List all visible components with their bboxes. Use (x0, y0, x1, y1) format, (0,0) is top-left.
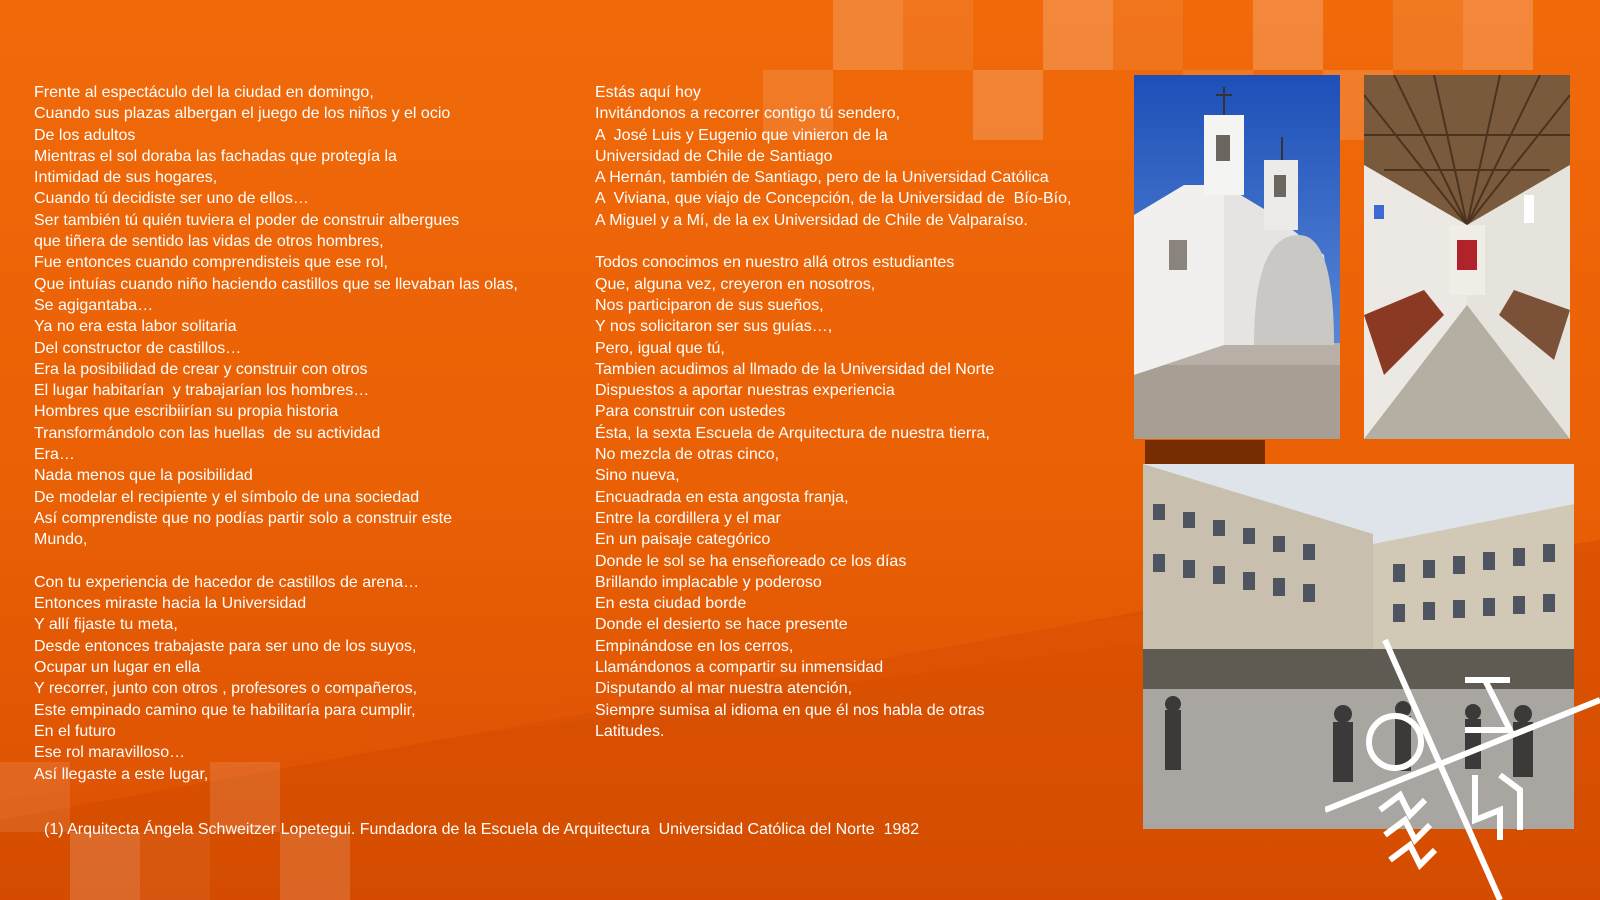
poem-line: Nos participaron de sus sueños, (595, 296, 824, 314)
poem-line: Siempre sumisa al idioma en que él nos habla de otras (595, 701, 985, 719)
poem-left-column (34, 82, 589, 785)
poem-line: Tambien acudimos al llmado de la Universidad del Norte (595, 360, 995, 378)
poem-line: Ocupar un lugar en ella (34, 659, 201, 677)
poem-line: Entonces miraste hacia la Universidad (34, 595, 307, 613)
poem-line: Mundo, (34, 531, 88, 549)
poem-line: Y allí fijaste tu meta, (34, 616, 178, 634)
poem-line: Ser también tú quién tuviera el poder de construir albergues (34, 211, 460, 229)
poem-line: No mezcla de otras cinco, (595, 446, 780, 464)
poem-line: Ésta, la sexta Escuela de Arquitectura de nuestra tierra, (595, 424, 990, 442)
poem-line: Ese rol maravilloso… (34, 744, 186, 762)
poem-line: De los adultos (34, 126, 136, 144)
footnote: (1) Arquitecta Ángela Schweitzer Lopetegui. Fundadora de la Escuela de Arquitectura Universidad Católica del Norte 1982 (44, 821, 920, 838)
poem-line: Sino nueva, (595, 467, 680, 485)
poem-line: Cuando sus plazas albergan el juego de los niños y el ocio (34, 105, 451, 123)
poem-line: Con tu experiencia de hacedor de castillos de arena… (34, 573, 420, 591)
poem-line: Disputando al mar nuestra atención, (595, 680, 853, 698)
poem-line: Universidad de Chile de Santiago (595, 147, 833, 165)
poem-line: Que intuías cuando niño haciendo castillos que se llevaban las olas, (34, 275, 518, 293)
poem-line: Nada menos que la posibilidad (34, 467, 253, 485)
poem-line (34, 551, 589, 572)
poem-line: Donde el desierto se hace presente (595, 616, 848, 634)
poem-line: El lugar habitarían y trabajarían los hombres… (34, 382, 370, 400)
poem-line: Era la posibilidad de crear y construir con otros (34, 360, 368, 378)
poem-line: Encuadrada en esta angosta franja, (595, 488, 849, 506)
poem-line: Así llegaste a este lugar, (34, 765, 209, 783)
poem-line: Era… (34, 446, 75, 464)
poem-line: Latitudes. (595, 722, 665, 740)
poem-line: De modelar el recipiente y el símbolo de una sociedad (34, 488, 420, 506)
poem-line: Invitándonos a recorrer contigo tú sendero, (595, 105, 901, 123)
poem-line: Entre la cordillera y el mar (595, 509, 781, 527)
poem-line: Transformándolo con las huellas de su actividad (34, 424, 381, 442)
poem-line: Que, alguna vez, creyeron en nosotros, (595, 275, 876, 293)
poem-line: Se agigantaba… (34, 296, 154, 314)
poem-line: Ya no era esta labor solitaria (34, 318, 237, 336)
poem-line: A Viviana, que viajo de Concepción, de la Universidad de Bío-Bío, (595, 190, 1072, 208)
poem-line: En esta ciudad borde (595, 595, 747, 613)
poem-line: En un paisaje categórico (595, 531, 771, 549)
poem-line: Mientras el sol doraba las fachadas que protegía la (34, 147, 397, 165)
poem-line: que tiñera de sentido las vidas de otros hombres, (34, 233, 384, 251)
poem-line: Donde le sol se ha enseñoreado ce los días (595, 552, 907, 570)
poem-line: En el futuro (34, 722, 116, 740)
poem-line: Dispuestos a aportar nuestras experiencia (595, 382, 895, 400)
poem-line: Así comprendiste que no podías partir solo a construir este (34, 509, 452, 527)
poem-line: A José Luis y Eugenio que vinieron de la (595, 126, 888, 144)
poem-line: Hombres que escribiirían su propia historia (34, 403, 339, 421)
church-interior-photo (1364, 75, 1570, 439)
poem-line: Intimidad de sus hogares, (34, 169, 218, 187)
poem-line: Para construir con ustedes (595, 403, 786, 421)
poem-line: Desde entonces trabajaste para ser uno de los suyos, (34, 637, 417, 655)
poem-line: Empinándose en los cerros, (595, 637, 794, 655)
poem-line: Y recorrer, junto con otros , profesores o compañeros, (34, 680, 418, 698)
poem-line: A Miguel y a Mí, de la ex Universidad de Chile de Valparaíso. (595, 211, 1028, 229)
poem-line: Este empinado camino que te habilitaría para cumplir, (34, 701, 416, 719)
poem-line: Y nos solicitaron ser sus guías…, (595, 318, 833, 336)
poem-line: Llamándonos a compartir su inmensidad (595, 659, 884, 677)
poem-line: Pero, igual que tú, (595, 339, 725, 357)
church-exterior-photo (1134, 75, 1340, 439)
poem-line: Todos conocimos en nuestro allá otros estudiantes (595, 254, 955, 272)
poem-right-column (595, 82, 1135, 742)
poem-line: Frente al espectáculo del la ciudad en domingo, (34, 84, 374, 101)
architecture-school-logo (1325, 630, 1600, 900)
poem-line: A Hernán, también de Santiago, pero de la Universidad Católica (595, 169, 1049, 187)
poem-line: Del constructor de castillos… (34, 339, 242, 357)
poem-line (595, 231, 1135, 252)
poem-line: Fue entonces cuando comprendisteis que ese rol, (34, 254, 388, 272)
poem-line: Estás aquí hoy (595, 84, 701, 101)
poem-line: Brillando implacable y poderoso (595, 573, 822, 591)
poem-line: Cuando tú decidiste ser uno de ellos… (34, 190, 309, 208)
